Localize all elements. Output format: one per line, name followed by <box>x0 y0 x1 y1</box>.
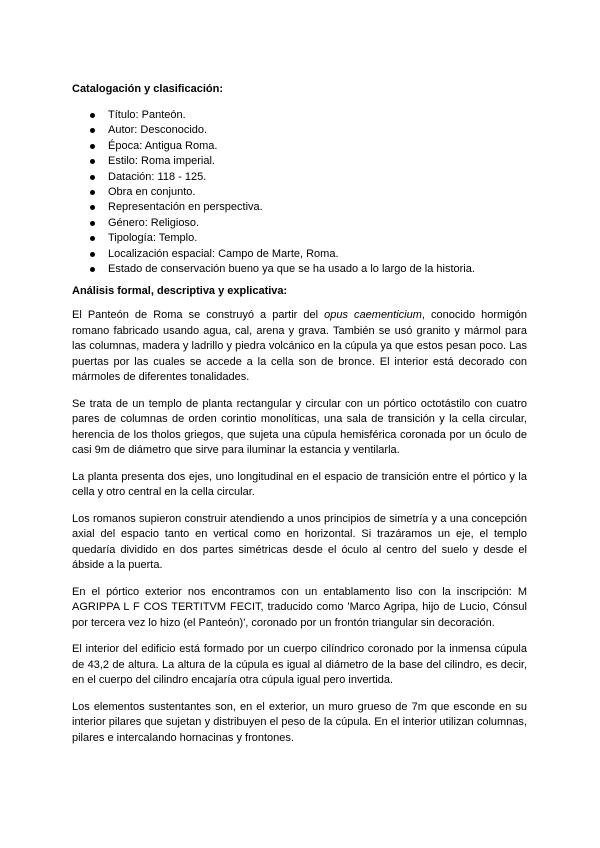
heading-analysis: Análisis formal, descriptiva y explicativa: <box>72 285 288 298</box>
document-content <box>72 82 527 757</box>
catalog-list <box>72 108 527 277</box>
paragraph-supports: Los elementos sustentantes son, en el exterior, un muro grueso de 7m que esconde en su interior pilares que sujetan y distribuyen el peso de la cúpula. En el interior utilizan columnas, pilares e intercalando hornacinas y frontones. <box>72 700 527 744</box>
list-item: Estilo: Roma imperial. <box>72 154 527 169</box>
paragraph-symmetry: Los romanos supieron construir atendiendo a unos principios de simetría y a una concepción axial del espacio tanto en vertical como en horizontal. Si trazáramos un eje, el templo quedaría dividido en dos partes simétricas desde el óculo al centro del suelo y desde el ábside a la puerta. <box>72 512 527 572</box>
paragraph-interior: El interior del edificio está formado por un cuerpo cilíndrico coronado por la inmensa cúpula de 43,2 de altura. La altura de la cúpula es igual al diámetro de la base del cilindro, es decir, en el cuerpo del cilindro encajaría otra cúpula igual pero invertida. <box>72 643 527 687</box>
list-item: Tipología: Templo. <box>72 231 527 246</box>
list-item: Representación en perspectiva. <box>72 200 527 215</box>
paragraph-materials <box>72 308 527 386</box>
list-item: Localización espacial: Campo de Marte, Roma. <box>72 247 527 262</box>
list-item: Época: Antigua Roma. <box>72 139 527 154</box>
p1-after: , conocido hormigón romano fabricado usando agua, cal, arena y grava. También se usó granito y mármol para las columnas, madera y ladrillo y piedra volcánico en la cúpula ya que estos pesan poco. Las puertas por las cuales se accede a la cella son de bronce. El interior está decorado con mármoles de diferentes tonalidades. <box>72 309 527 384</box>
list-item: Estado de conservación bueno ya que se ha usado a lo largo de la historia. <box>72 262 527 277</box>
paragraph-portico: En el pórtico exterior nos encontramos con un entablamento liso con la inscripción: M AGRIPPA L F COS TERTITVM FECIT, traducido como 'Marco Agripa, hijo de Lucio, Cónsul por tercera vez lo hizo (el Panteón)', coronado por un frontón triangular sin decoración. <box>72 585 527 629</box>
list-item: Datación: 118 - 125. <box>72 170 527 185</box>
list-item: Título: Panteón. <box>72 108 527 123</box>
list-item: Obra en conjunto. <box>72 185 527 200</box>
list-item: Género: Religioso. <box>72 216 527 231</box>
p1-before: El Panteón de Roma se construyó a partir del <box>72 309 325 322</box>
paragraph-plan: Se trata de un templo de planta rectangular y circular con un pórtico octotástilo con cuatro pares de columnas de orden corintio monolíticas, una sala de transición y la cella circular, herencia de los tholos griegos, que sujeta una cúpula hemisférica coronada por un óculo de casi 9m de diámetro que sirve para iluminar la estancia y ventilarla. <box>72 397 527 457</box>
list-item: Autor: Desconocido. <box>72 123 527 138</box>
paragraph-axes: La planta presenta dos ejes, uno longitudinal en el espacio de transición entre el pórtico y la cella y otro central en la cella circular. <box>72 470 527 499</box>
p1-italic: opus caementicium <box>324 309 422 322</box>
heading-catalog: Catalogación y clasificación: <box>72 83 223 95</box>
